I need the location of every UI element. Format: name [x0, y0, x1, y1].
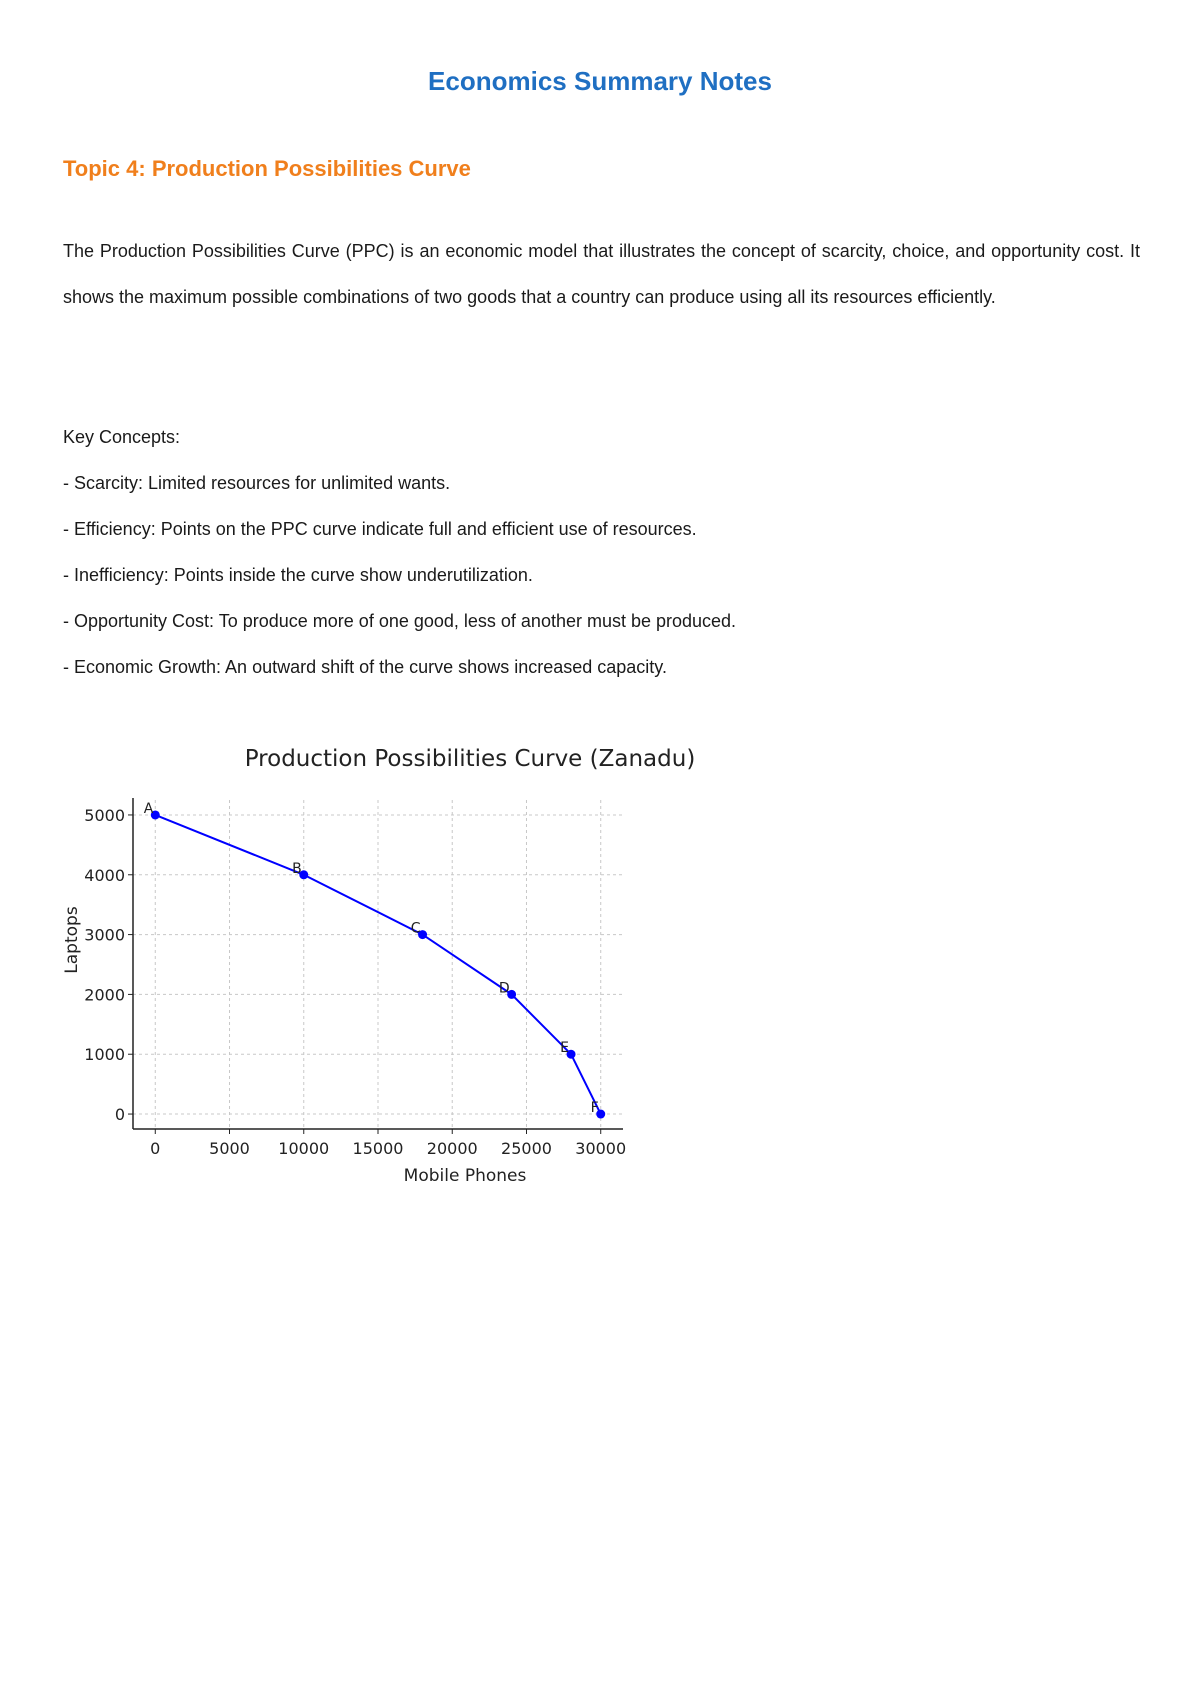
- x-tick-label: 25000: [501, 1139, 552, 1158]
- topic-title: Topic 4: Production Possibilities Curve: [63, 156, 471, 181]
- key-concept-item: - Inefficiency: Points inside the curve show underutilization.: [63, 565, 533, 585]
- document-title: Economics Summary Notes: [428, 66, 772, 96]
- x-tick-label: 5000: [209, 1139, 250, 1158]
- x-tick-label: 10000: [278, 1139, 330, 1158]
- chart-title: Production Possibilities Curve (Zanadu): [244, 746, 696, 772]
- y-tick-label: 2000: [84, 985, 125, 1005]
- ppc-point-label: D: [498, 980, 510, 997]
- ppc-point-label: E: [560, 1040, 570, 1057]
- y-tick-label: 0: [114, 1105, 125, 1125]
- key-concept-item: - Opportunity Cost: To produce more of one good, less of another must be produced.: [63, 611, 737, 631]
- ppc-chart: [60, 740, 700, 1200]
- ppc-point-label: A: [143, 800, 154, 817]
- key-concept-item: - Scarcity: Limited resources for unlimited wants.: [63, 473, 451, 493]
- key-concept-item: - Efficiency: Points on the PPC curve indicate full and efficient use of resources.: [63, 519, 697, 539]
- key-concept-item: - Economic Growth: An outward shift of the curve shows increased capacity.: [63, 657, 667, 677]
- ppc-point-label: B: [292, 860, 302, 877]
- x-tick-label: 0: [150, 1139, 161, 1158]
- intro-paragraph: The Production Possibilities Curve (PPC) is an economic model that illustrates the concept of scarcity, choice, and opportunity cost. It shows the maximum possible combinations of two goods that a country can produce using all its resources efficiently.: [63, 241, 1140, 307]
- x-tick-label: 20000: [426, 1139, 478, 1158]
- x-tick-label: 30000: [575, 1139, 627, 1158]
- ppc-chart-svg: [60, 740, 700, 1200]
- chart-series: [144, 801, 606, 1119]
- ppc-point-label: F: [590, 1100, 599, 1117]
- chart-grid: [133, 800, 623, 1129]
- key-concepts-heading: Key Concepts:: [63, 427, 181, 447]
- ppc-point-label: C: [410, 920, 421, 937]
- y-tick-label: 1000: [84, 1045, 125, 1065]
- chart-ticks: [84, 806, 626, 1158]
- y-axis-label: Laptops: [62, 906, 82, 974]
- y-tick-label: 5000: [84, 805, 125, 825]
- x-tick-label: 15000: [352, 1139, 404, 1158]
- y-tick-label: 3000: [84, 925, 125, 945]
- y-tick-label: 4000: [84, 865, 125, 885]
- x-axis-label: Mobile Phones: [403, 1166, 527, 1186]
- key-concepts-list: [63, 414, 736, 690]
